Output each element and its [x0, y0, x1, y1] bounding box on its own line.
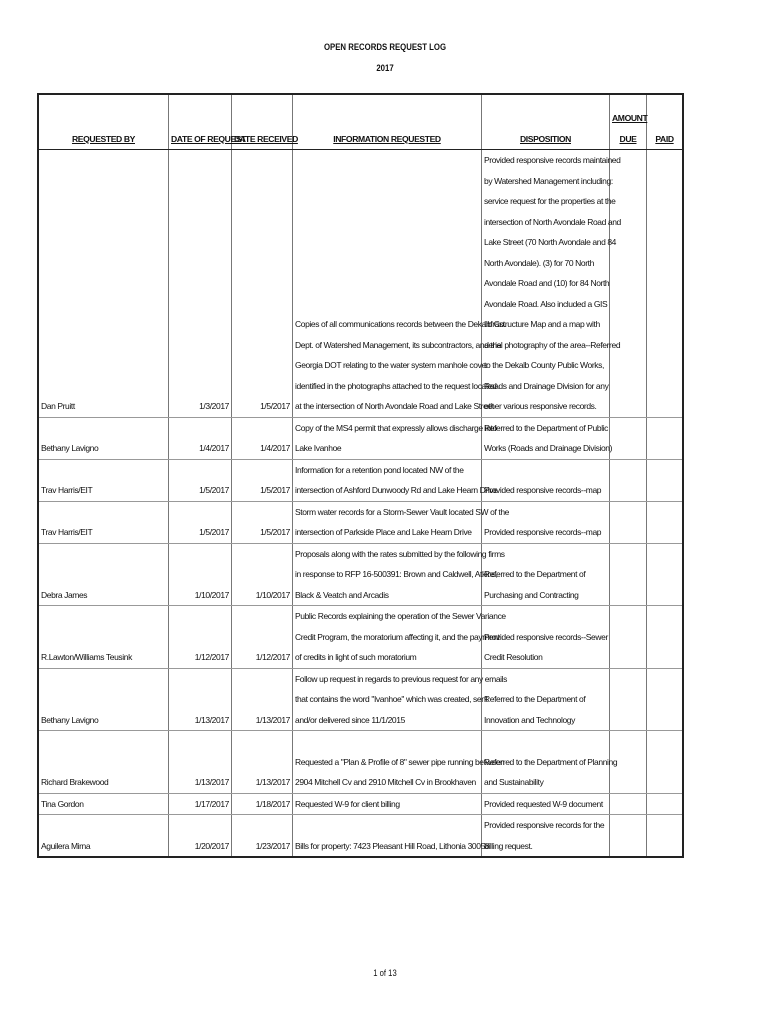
date-received-cell: 1/18/2017 — [232, 793, 293, 815]
col-header-disposition: DISPOSITION — [482, 94, 610, 150]
disposition-cell-line: Provided requested W-9 document — [484, 798, 603, 809]
requested-by-cell: Trav Harris/EIT — [38, 501, 169, 543]
amount-due-cell — [610, 417, 647, 459]
paid-cell — [647, 793, 684, 815]
information-requested-cell-line: Credit Program, the moratorium affecting it, and the payment — [295, 631, 500, 642]
log-title: OPEN RECORDS REQUEST LOG — [323, 42, 447, 53]
paid-cell — [647, 150, 684, 418]
col-header-date-of-request: DATE OF REQUEST — [169, 94, 232, 150]
disposition-cell — [482, 417, 613, 459]
disposition-cell — [482, 793, 610, 815]
table-row — [38, 668, 683, 731]
amount-due-cell — [610, 459, 647, 501]
date-of-request-cell: 1/5/2017 — [169, 459, 232, 501]
information-requested-cell-line: Storm water records for a Storm-Sewer Vault located SW of the — [295, 506, 510, 517]
paid-cell — [647, 668, 684, 731]
requested-by-cell: Richard Brakewood — [38, 731, 169, 794]
disposition-cell — [482, 731, 618, 794]
col-header-amount-due — [610, 94, 647, 150]
disposition-cell-line: Referred to the Department of Planning — [484, 756, 618, 767]
col-header-information-requested: INFORMATION REQUESTED — [293, 94, 482, 150]
information-requested-cell-line: Follow up request in regards to previous request for any emails — [295, 673, 507, 684]
disposition-cell — [482, 815, 610, 858]
amount-due-cell — [610, 543, 647, 606]
requested-by-cell: R.Lawton/Williams Teusink — [38, 606, 169, 669]
information-requested-cell — [293, 815, 490, 858]
requested-by-cell: Bethany Lavigno — [38, 417, 169, 459]
requested-by-cell: Dan Pruitt — [38, 150, 169, 418]
information-requested-cell-line: Public Records explaining the operation of the Sewer Variance — [295, 611, 506, 621]
disposition-cell-line: Works (Roads and Drainage Division) — [484, 443, 613, 453]
information-requested-cell-line: identified in the photographs attached to the request located — [295, 380, 497, 391]
amount-due-cell — [610, 501, 647, 543]
amount-due-cell — [610, 150, 647, 418]
disposition-cell-line: billing request. — [484, 840, 533, 851]
information-requested-cell-line — [295, 731, 479, 752]
disposition-cell-line: aerial photography of the area--Referred — [484, 339, 621, 350]
table-header-row — [38, 94, 683, 150]
paid-cell — [647, 501, 684, 543]
date-received-cell: 1/23/2017 — [232, 815, 293, 858]
information-requested-cell-line: Lake Ivanhoe — [295, 443, 342, 453]
information-requested-cell-line: Requested a "Plan & Profile of 8" sewer pipe running between — [295, 756, 505, 767]
disposition-cell-line: Innovation and Technology — [484, 714, 575, 725]
information-requested-cell — [293, 150, 506, 418]
amount-due-cell — [610, 815, 647, 858]
information-requested-cell — [293, 668, 507, 731]
date-received-cell: 1/10/2017 — [232, 543, 293, 606]
date-of-request-cell: 1/12/2017 — [169, 606, 232, 669]
date-received-cell: 1/13/2017 — [232, 668, 293, 731]
table-row — [38, 731, 683, 794]
disposition-cell-line: and Sustainability — [484, 777, 544, 787]
information-requested-cell-line: Bills for property: 7423 Pleasant Hill Road, Lithonia 30058 — [295, 840, 490, 851]
disposition-cell-line: intersection of North Avondale Road and — [484, 216, 621, 227]
paid-cell — [647, 459, 684, 501]
information-requested-cell — [293, 459, 498, 501]
page-number: 1 of 13 — [373, 968, 397, 978]
disposition-cell-line: Referred to the Department of — [484, 694, 586, 704]
date-received-cell: 1/4/2017 — [232, 417, 293, 459]
col-header-date-received: DATE RECEIVED — [232, 94, 293, 150]
disposition-cell-line: Roads and Drainage Division for any — [484, 380, 609, 391]
disposition-cell-line: service request for the properties at the — [484, 196, 616, 206]
requested-by-cell: Aguilera Mirna — [38, 815, 169, 858]
records-table — [37, 93, 684, 858]
information-requested-cell — [293, 731, 505, 794]
date-of-request-cell: 1/10/2017 — [169, 543, 232, 606]
information-requested-cell-line: Requested W-9 for client billing — [295, 798, 400, 809]
table-row — [38, 606, 683, 669]
disposition-cell-line: Provided responsive records--map — [484, 485, 602, 495]
requested-by-cell: Tina Gordon — [38, 793, 169, 815]
paid-cell — [647, 731, 684, 794]
requested-by-cell: Debra James — [38, 543, 169, 606]
table-row — [38, 543, 683, 606]
date-of-request-cell: 1/13/2017 — [169, 668, 232, 731]
information-requested-cell — [293, 793, 482, 815]
table-row — [38, 417, 683, 459]
disposition-cell-line: Avondale Road. Also included a GIS — [484, 298, 608, 309]
disposition-cell-line: Referred to the Department of Public — [484, 422, 609, 433]
disposition-cell-line: North Avondale). (3) for 70 North — [484, 257, 594, 268]
col-header-paid: PAID — [647, 94, 684, 150]
date-of-request-cell: 1/5/2017 — [169, 501, 232, 543]
paid-cell — [647, 815, 684, 858]
disposition-cell-line: Credit Resolution — [484, 652, 543, 662]
disposition-cell-line: other various responsive records. — [484, 401, 597, 411]
information-requested-cell — [293, 501, 510, 543]
table-row — [38, 459, 683, 501]
date-received-cell: 1/5/2017 — [232, 459, 293, 501]
disposition-cell-line: Provided responsive records for the — [484, 820, 605, 830]
requested-by-cell: Bethany Lavigno — [38, 668, 169, 731]
information-requested-cell-line: of credits in light of such moratorium — [295, 652, 417, 662]
disposition-cell-line — [484, 731, 607, 752]
date-received-cell: 1/5/2017 — [232, 150, 293, 418]
disposition-cell-line: Purchasing and Contracting — [484, 589, 579, 600]
date-received-cell: 1/5/2017 — [232, 501, 293, 543]
disposition-cell-line: Provided responsive records--Sewer — [484, 631, 608, 642]
disposition-cell-line: Lake Street (70 North Avondale and 84 — [484, 237, 617, 247]
paid-cell — [647, 606, 684, 669]
date-of-request-cell: 1/20/2017 — [169, 815, 232, 858]
information-requested-cell-line: intersection of Ashford Dunwoody Rd and Lake Hearn Drive — [295, 485, 498, 495]
information-requested-cell-line: Black & Veatch and Arcadis — [295, 589, 389, 600]
information-requested-cell-line: in response to RFP 16-500391: Brown and Caldwell, Atkins, — [295, 569, 498, 579]
disposition-cell-line: Avondale Road and (10) for 84 North — [484, 278, 610, 288]
disposition-cell-line: by Watershed Management including: — [484, 175, 613, 186]
information-requested-cell-line: intersection of Parkside Place and Lake Hearn Drive — [295, 527, 472, 537]
col-header-requested-by: REQUESTED BY — [38, 94, 169, 150]
information-requested-cell-line: Copies of all communications records between the Dekalb Co. — [295, 319, 506, 329]
information-requested-cell — [293, 417, 497, 459]
records-table-container — [37, 93, 674, 858]
table-body — [38, 150, 683, 858]
table-row — [38, 815, 683, 858]
date-of-request-cell: 1/3/2017 — [169, 150, 232, 418]
date-of-request-cell: 1/17/2017 — [169, 793, 232, 815]
information-requested-cell-line: that contains the word "Ivanhoe" which was created, sent — [295, 694, 488, 704]
information-requested-cell-line: Information for a retention pond located NW of the — [295, 464, 464, 475]
log-year: 2017 — [376, 63, 394, 74]
paid-cell — [647, 417, 684, 459]
table-row — [38, 501, 683, 543]
information-requested-cell-line: and/or delivered since 11/1/2015 — [295, 714, 405, 725]
information-requested-cell-line: 2904 Mitchell Cv and 2910 Mitchell Cv in Brookhaven — [295, 777, 476, 787]
information-requested-cell-line: Copy of the MS4 permit that expressly allows discharge into — [295, 422, 497, 433]
information-requested-cell-line: Georgia DOT relating to the water system manhole cover — [295, 360, 489, 370]
information-requested-cell — [293, 543, 505, 606]
requested-by-cell: Trav Harris/EIT — [38, 459, 169, 501]
date-received-cell: 1/13/2017 — [232, 731, 293, 794]
information-requested-cell-line: at the intersection of North Avondale Road and Lake Street — [295, 401, 494, 411]
date-of-request-cell: 1/13/2017 — [169, 731, 232, 794]
information-requested-cell-line: Dept. of Watershed Management, its subcontractors, and the — [295, 339, 502, 350]
table-row — [38, 793, 683, 815]
amount-due-cell — [610, 793, 647, 815]
information-requested-cell — [293, 606, 506, 669]
disposition-cell-line: Infrastructure Map and a map with — [484, 319, 600, 329]
col-header-due-label: DUE — [619, 133, 637, 144]
paid-cell — [647, 543, 684, 606]
disposition-cell-line: Provided responsive records maintained — [484, 155, 621, 165]
amount-due-cell — [610, 606, 647, 669]
disposition-cell-line: to the Dekalb County Public Works, — [484, 360, 604, 370]
disposition-cell — [482, 459, 610, 501]
information-requested-cell-line: Proposals along with the rates submitted by the following firms — [295, 548, 505, 559]
date-received-cell: 1/12/2017 — [232, 606, 293, 669]
disposition-cell-line: Referred to the Department of — [484, 569, 586, 579]
table-row — [38, 150, 683, 418]
amount-due-cell — [610, 668, 647, 731]
disposition-cell — [482, 150, 621, 418]
col-header-amount-label: AMOUNT — [612, 113, 648, 123]
disposition-cell-line: Provided responsive records--map — [484, 527, 602, 537]
date-of-request-cell: 1/4/2017 — [169, 417, 232, 459]
